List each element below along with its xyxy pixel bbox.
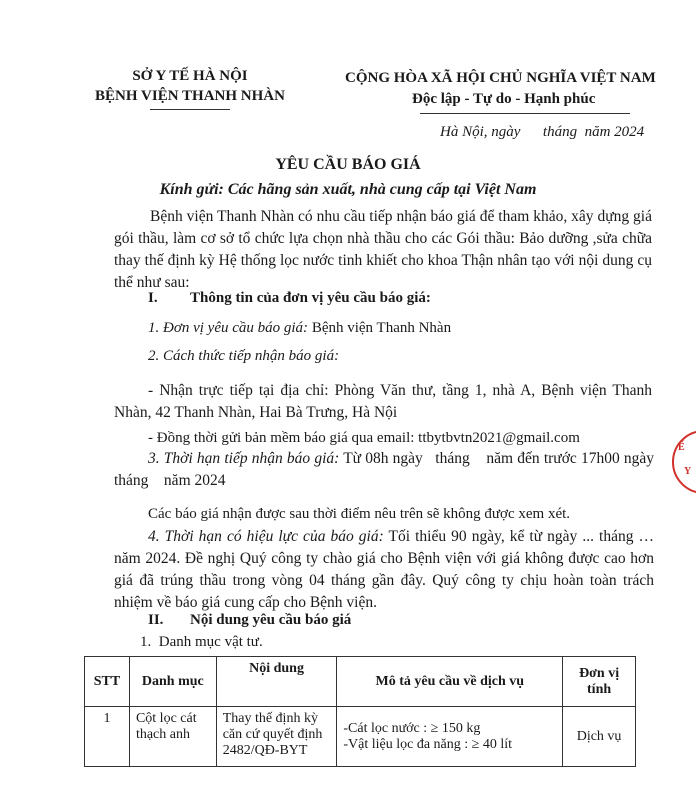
national-motto: Độc lập - Tự do - Hạnh phúc [412,91,596,107]
item4-value: Tối thiểu 90 ngày, kể từ ngày ... tháng … năm 2024. Đề nghị Quý công ty chào giá cho Bệnh viện với giá không được cao hơn giá đã trúng thầu trong vòng 04 tháng gần đây. Quý công ty chịu hoàn toàn trách nhiệm về báo giá cung cấp cho Bệnh viện. [114,528,654,611]
late-note: Các báo giá nhận được sau thời điểm nêu trên sẽ không được xem xét. [148,506,571,522]
col-header-description: Mô tả yêu cầu về dịch vụ [337,657,563,707]
item2-bullet2: - Đồng thời gửi bản mềm báo giá qua email: ttbytbvtn2021@gmail.com [148,430,580,446]
section2-number: II. [148,612,164,628]
date-line: Hà Nội, ngày tháng năm 2024 [440,124,645,140]
org-name: BỆNH VIỆN THANH NHÀN [95,88,285,104]
cell-unit: Dịch vụ [563,707,636,767]
col-header-category: Danh mục [129,657,216,707]
items-table [84,656,636,767]
col-header-stt: STT [85,657,130,707]
cell-category: Cột lọc cát thạch anh [129,707,216,767]
section2-sub1: 1. Danh mục vật tư. [140,634,263,650]
red-seal-stamp [672,430,696,494]
item3-value: Từ 08h ngày tháng năm đến trước 17h00 ngày tháng năm 2024 [114,450,666,489]
section1-item4 [114,526,654,614]
item4-label: 4. Thời hạn có hiệu lực của báo giá: [148,528,384,545]
cell-stt: 1 [85,707,130,767]
desc-line-2: -Vật liệu lọc đa năng : ≥ 40 lít [343,736,513,752]
intro-paragraph: Bệnh viện Thanh Nhàn có nhu cầu tiếp nhận báo giá để tham khảo, xây dựng giá gói thầu, làm cơ sở tổ chức lựa chọn nhà thầu cho các Gói thầu: Bảo dưỡng ,sửa chữa thay thế định kỳ Hệ thống lọc nước tinh khiết cho khoa Thận nhân tạo với nội dung cụ thể như sau: [114,208,652,291]
section1-item3 [114,448,666,492]
seal-letter-top: Ế [678,442,685,453]
seal-letter-side: Y [684,466,692,477]
addressee: Kính gửi: Các hãng sản xuất, nhà cung cấp tại Việt Nam [159,181,537,198]
item1-label: 1. Đơn vị yêu cầu báo giá: [148,320,309,336]
cell-content: Thay thế định kỳ căn cứ quyết định 2482/QĐ-BYT [216,707,337,767]
national-title: CỘNG HÒA XÃ HỘI CHỦ NGHĨA VIỆT NAM [345,70,656,86]
item1-value: Bệnh viện Thanh Nhàn [308,320,452,336]
org-underline [150,109,230,110]
section1-item2-label: 2. Cách thức tiếp nhận báo giá: [148,348,340,364]
item2-bullet1: - Nhận trực tiếp tại địa chỉ: Phòng Văn thư, tầng 1, nhà A, Bệnh viện Thanh Nhàn, 42 Thanh Nhàn, Hai Bà Trưng, Hà Nội [114,382,652,421]
section1-number: I. [148,290,158,306]
motto-underline [420,113,630,114]
org-parent-name: SỞ Y TẾ HÀ NỘI [132,68,248,84]
item3-label: 3. Thời hạn tiếp nhận báo giá: [148,450,340,467]
section1-item1 [148,320,451,337]
section2-title: Nội dung yêu cầu báo giá [190,612,352,628]
col-header-unit: Đơn vị tính [563,657,636,707]
desc-line-1: -Cát lọc nước : ≥ 150 kg [343,720,481,736]
table-row [85,707,636,767]
col-header-content: Nội dung [216,657,337,707]
table-header-row [85,657,636,707]
cell-description [337,707,563,767]
page-title: YÊU CẦU BÁO GIÁ [275,156,421,173]
section1-title: Thông tin của đơn vị yêu cầu báo giá: [190,290,431,306]
